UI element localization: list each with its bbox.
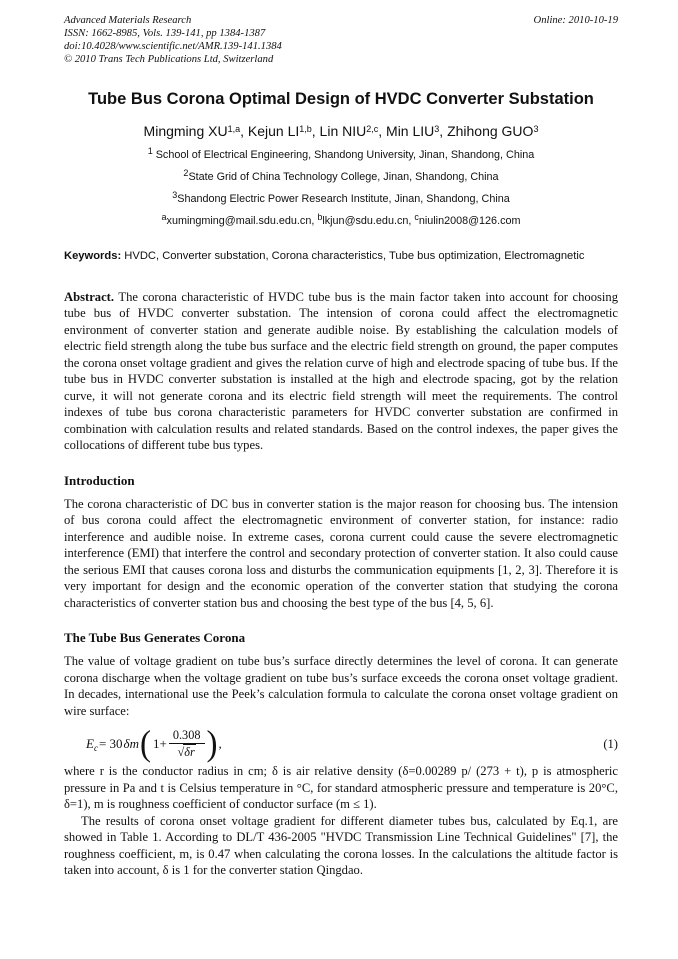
- abstract-text: The corona characteristic of HVDC tube bus is the main factor taken into account for choosing tube bus of HVDC converter substation. The intension of corona could affect the electromagnetic environment of converter station and generate audible noise. By establishing the calculation models of electric field strength along the tube bus surface and the electric field strength on ground, the paper computes the corona onset voltage gradient and gives the relation curve of high and electrode spacing of tube bus. If the tube bus in HVDC converter substation is installed at the high and electrode spacing, got by the relation curve, it will not generate corona and its electric field strength will meet the requirements. The control indexes of tube bus corona characteristic parameters for HVDC converter substation are confirmed in combination with calculation results and related standards. Based on the control indexes, the paper gives the collocations of different tube bus types.: [64, 289, 618, 452]
- email-address: xumingming@mail.sdu.edu.cn,: [166, 215, 318, 227]
- equation-1: [64, 724, 618, 764]
- fraction-numerator: 0.308: [169, 728, 205, 744]
- equation-number: (1): [603, 736, 618, 751]
- keywords-label: Keywords:: [64, 250, 122, 262]
- online-date: Online: 2010-10-19: [533, 15, 618, 26]
- affiliation-marker: 1: [147, 145, 153, 156]
- journal-issn-line: ISSN: 1662-8985, Vols. 139-141, pp 1384-1387: [64, 28, 266, 39]
- affiliation-1: $^1$ School of Electrical Engineering, Shandong University, Jinan, Shandong, China: [147, 145, 535, 161]
- journal-doi-line: doi:10.4028/www.scientific.net/AMR.139-141.1384: [64, 41, 282, 52]
- equation-fraction: [169, 728, 205, 760]
- equation-formula: E c = 30 δm ( 1+ $\frac{0.308}{√\delta r}$ ) ,: [86, 724, 222, 764]
- author: Zhihong GUO$^3$: [447, 123, 539, 139]
- section-heading-tube-bus: The Tube Bus Generates Corona: [64, 630, 246, 645]
- abstract-label: Abstract.: [64, 289, 115, 304]
- journal-header: [64, 14, 618, 66]
- email-marker: a: [161, 211, 167, 222]
- radical-argument: δr: [184, 745, 195, 759]
- paper-title: Tube Bus Corona Optimal Design of HVDC Converter Substation: [88, 90, 594, 108]
- equation-coefficient: δm: [123, 736, 139, 751]
- abstract-block: [64, 289, 618, 454]
- email-marker: b: [317, 211, 323, 222]
- keywords-block: [64, 249, 618, 264]
- author-affiliation-marker: 3: [533, 123, 539, 134]
- radical-sign: √: [177, 745, 185, 759]
- equation-trailing-comma: ,: [218, 736, 222, 751]
- email-marker: c: [414, 211, 419, 222]
- author-affiliation-marker: 2,c: [366, 123, 379, 134]
- equation-lhs: E: [86, 736, 94, 751]
- affiliation-2: $^2$State Grid of China Technology College, Jinan, Shandong, China: [183, 167, 499, 183]
- results-paragraph: The results of corona onset voltage gradient for different diameter tubes bus, calculated by Eq.1, are showed in Table 1. According to DL/T 436-2005 "HVDC Transmission Line Technical Guidelines" [7], the roughness coefficient, m, is 0.47 when calculating the corona losses. In the calculations the altitude factor is taken into account, δ is 1 for the converter station Qingdao.: [64, 813, 618, 877]
- author: Min LIU$^3$,: [386, 123, 448, 139]
- email-address: niulin2008@126.com: [418, 215, 521, 227]
- equation-inner-pre: 1+: [152, 736, 167, 751]
- journal-copyright-line: © 2010 Trans Tech Publications Ltd, Switzerland: [64, 54, 274, 65]
- email-line: [64, 211, 618, 228]
- journal-header-right: [534, 14, 618, 27]
- affiliation-marker: 2: [183, 167, 189, 178]
- affiliation-marker: 3: [172, 189, 178, 200]
- journal-header-left: [64, 14, 282, 66]
- author-affiliation-marker: 1,b: [299, 123, 312, 134]
- author-line: [64, 122, 618, 140]
- tube-bus-paragraph: The value of voltage gradient on tube bus’s surface directly determines the level of corona. It can generate corona discharge when the voltage gradient on tube bus’s surface exceeds the corona onset voltage gradient. In decades, international use the Peek’s calculation formula to calculate the corona onset voltage gradient on wire surface:: [64, 654, 618, 718]
- affiliation-3: $^3$Shandong Electric Power Research Institute, Jinan, Shandong, China: [172, 189, 510, 205]
- keywords-text: HVDC, Converter substation, Corona characteristics, Tube bus optimization, Electromagnetic: [121, 250, 585, 262]
- equation-equals: = 30: [98, 736, 123, 751]
- author: Mingming XU$^{1,a}$,: [143, 123, 248, 139]
- author: Kejun LI$^{1,b}$,: [247, 123, 320, 139]
- equation-lhs-subscript: c: [93, 743, 98, 754]
- author: Lin NIU$^{2,c}$,: [319, 123, 387, 139]
- author-affiliation-marker: 3: [434, 123, 440, 134]
- introduction-paragraph: The corona characteristic of DC bus in converter station is the major reason for choosing bus. The intension of bus corona could affect the electromagnetic environment of converter station, for instance: radio interference and audible noise. In extreme cases, corona current could cause the severe electromagnetic interference (EMI) that interfere the control and secondary protection of converter station. It also could cause the serious EMI that causes corona loss and disturbs the communication equipments [1, 2, 3]. Therefore it is very important for design and the economic operation of the converter station that studying the corona characteristics of converter station bus and choosing the best type of the bus [4, 5, 6].: [64, 496, 618, 610]
- section-heading-introduction: Introduction: [64, 472, 135, 488]
- author-affiliation-marker: 1,a: [227, 123, 241, 134]
- journal-name: Advanced Materials Research: [64, 15, 192, 26]
- where-paragraph: where r is the conductor radius in cm; δ is air relative density (δ=0.00289 p/ (273 + t), p is atmospheric pressure in Pa and t is Celsius temperature in °C, for standard atmospheric pressure and temperature is 20°C, δ=1), m is roughness coefficient of conductor surface (m ≤ 1).: [64, 764, 618, 811]
- email-address: lkjun@sdu.edu.cn,: [322, 215, 415, 227]
- fraction-denominator: [169, 744, 205, 760]
